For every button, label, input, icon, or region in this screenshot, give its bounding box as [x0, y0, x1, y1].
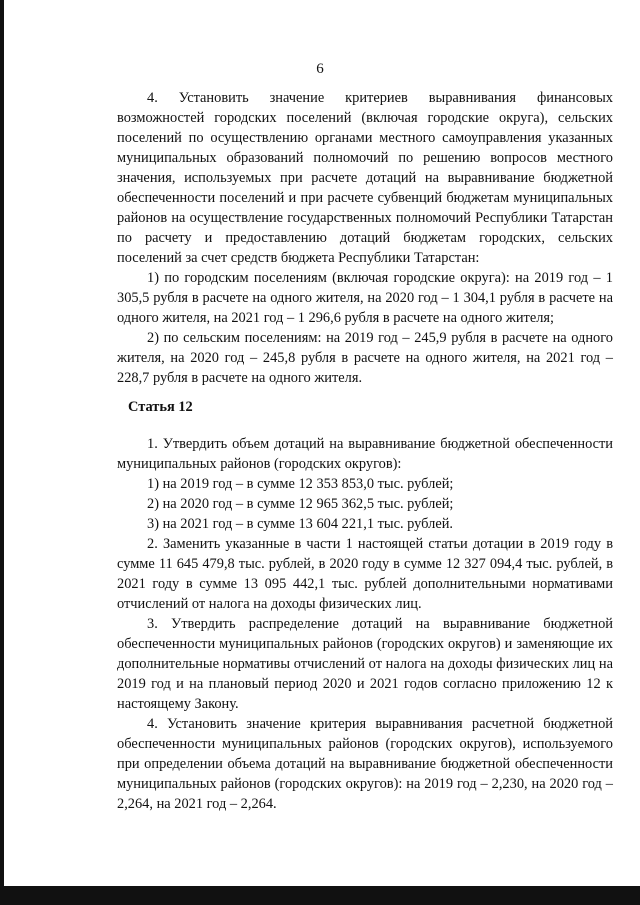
article-12-body	[117, 434, 613, 814]
list-item-2019: 1) на 2019 год – в сумме 12 353 853,0 тыс. рублей;	[147, 476, 454, 492]
paragraph-3-distribution: 3. Утвердить распределение дотаций на выравнивание бюджетной обеспеченности муниципальных районов (городских округов) и заменяющие их дополнительные нормативы отчислений от налога на доходы физических лиц на 2019 год и на плановый период 2020 и 2021 годов согласно приложению 12 к настоящему Закону.	[117, 616, 613, 712]
list-item-rural-settlements: 2) по сельским поселениям: на 2019 год – 245,9 рубля в расчете на одного жителя, на 2020 год – 245,8 рубля в расчете на одного жителя, на 2021 год – 228,7 рубля в расчете на одного жителя.	[117, 330, 613, 386]
paragraph-2-replacement: 2. Заменить указанные в части 1 настоящей статьи дотации в 2019 году в сумме 11 645 479,8 тыс. рублей, в 2020 году в сумме 12 327 094,4 тыс. рублей, в 2021 году в сумме 13 095 442,1 тыс. рублей дополнительными нормативами отчислений от налога на доходы физических лиц.	[117, 536, 613, 612]
list-item-urban-settlements: 1) по городским поселениям (включая городские округа): на 2019 год – 1 305,5 рубля в расчете на одного жителя, на 2020 год – 1 304,1 рубля в расчете на одного жителя, на 2021 год – 1 296,6 рубля в расчете на одного жителя;	[117, 270, 613, 326]
list-item-2021: 3) на 2021 год – в сумме 13 604 221,1 тыс. рублей.	[147, 516, 454, 532]
paragraph-1-subsidies: 1. Утвердить объем дотаций на выравнивание бюджетной обеспеченности муниципальных районов (городских округов):	[117, 436, 613, 472]
section-criteria-settlements	[117, 88, 613, 388]
paragraph-4-criteria: 4. Установить значение критериев выравнивания финансовых возможностей городских поселений (включая городские округа), сельских поселений по осуществлению органами местного самоуправления указанных муниципальных образований полномочий по решению вопросов местного значения, используемых при расчете дотаций на выравнивание бюджетной обеспеченности поселений и при расчете субвенций бюджетам муниципальных районов на осуществление государственных полномочий Республики Татарстан по расчету и предоставлению дотаций бюджетам городских, сельских поселений за счет средств бюджета Республики Татарстан:	[117, 90, 613, 266]
paragraph-4-equalization-criterion: 4. Установить значение критерия выравнивания расчетной бюджетной обеспеченности муниципальных районов (городских округов), используемого при определении объема дотаций на выравнивание бюджетной обеспеченности муниципальных районов (городских округов): на 2019 год – 2,230, на 2020 год – 2,264, на 2021 год – 2,264.	[117, 716, 613, 812]
page-number: 6	[316, 61, 324, 77]
scan-border-bottom	[0, 886, 640, 905]
list-item-2020: 2) на 2020 год – в сумме 12 965 362,5 тыс. рублей;	[147, 496, 454, 512]
scan-border-left	[0, 0, 4, 905]
article-heading: Статья 12	[128, 399, 193, 415]
